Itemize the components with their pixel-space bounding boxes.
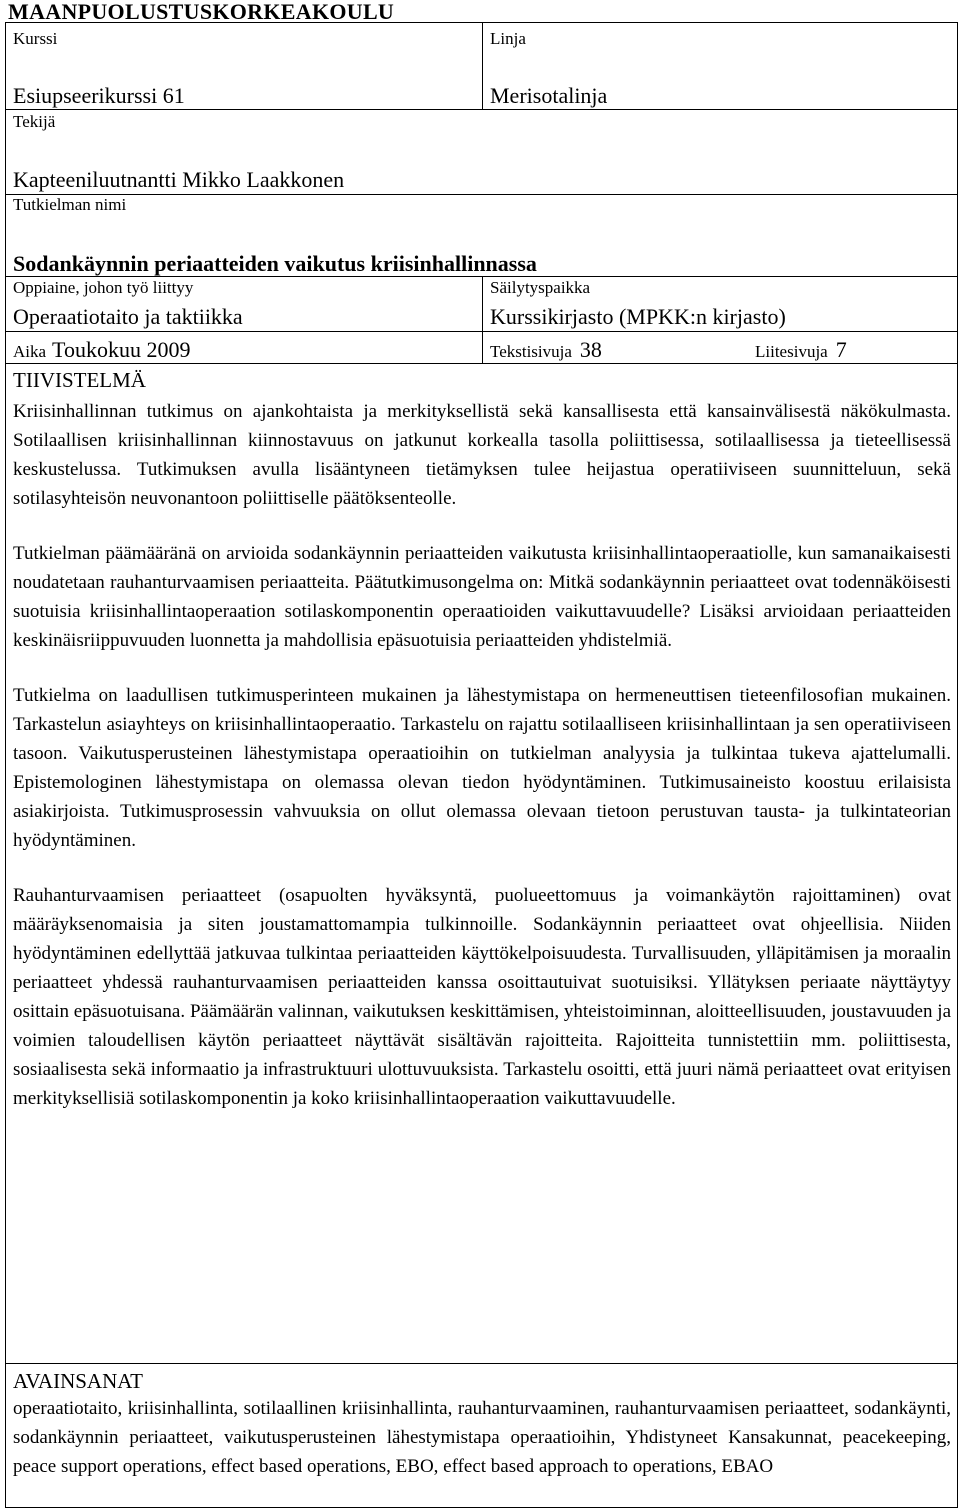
pages-cell [483, 332, 958, 364]
subject-value: Operaatiotaito ja taktiikka [13, 304, 243, 329]
subject-cell [6, 277, 483, 332]
thesis-title-cell [6, 195, 958, 277]
abstract-body [13, 397, 951, 1113]
abstract-row [6, 364, 958, 1364]
course-row [6, 23, 958, 110]
time-label: Aika [13, 342, 47, 361]
abstract-paragraph-2: Tutkielman päämääränä on arvioida sodankäynnin periaatteiden vaikutusta kriisinhallintaoperaatiolle, kun samanaikaisesti noudatetaan rauhanturvaamisen periaatteita. Päätutkimusongelma on: Mitkä sodankäynnin periaatteet ovat todennäköisesti suotuisia kriisinhallintaoperaation sotilaskomponentin operaatioiden vaikuttavuudelle? Lisäksi arvioidaan periaatteiden keskinäisriippuvuuden luonnetta ja mahdollisia epäsuotuisia periaatteiden yhdistelmiä. [13, 543, 951, 651]
time-value: Toukokuu 2009 [52, 337, 191, 362]
time-cell [6, 332, 483, 364]
course-label: Kurssi [13, 29, 58, 48]
thesis-title-label: Tutkielman nimi [13, 195, 127, 214]
thesis-title-value: Sodankäynnin periaatteiden vaikutus kriisinhallinnassa [13, 251, 537, 276]
line-value: Merisotalinja [490, 83, 608, 108]
abstract-paragraph-4: Rauhanturvaamisen periaatteet (osapuolten hyväksyntä, puolueettomuus ja voimankäytön rajoittaminen) ovat määräyksenomaisia ja siten joustamattomampia tulkinnoille. Sodankäynnin periaatteet ovat ohjeellisia. Niiden hyödyntäminen edellyttää jatkuvaa tulkintaa periaatteiden käyttökelpoisuudesta. Turvallisuuden, ylläpitämisen ja moraalin periaatteet yhdessä rauhanturvaamisen periaatteiden kanssa osoittautuivat suotuisiksi. Yllätyksen periaate näyttäytyy osittain epäsuotuisana. Päämäärän valinnan, vaikutuksen keskittämisen, yhteistoiminnan, aloitteellisuuden, joustavuuden ja voimien taloudellisen käytön periaatteet näyttävät sisältävän rajoitteita. Rajoitteita tunnistettiin mm. poliittisesta, sosiaalisesta sekä informaatio ja infrastruktuuri ulottuvuuksista. Tarkastelu osoitti, että juuri nämä periaatteet ovat erityisen merkityksellisiä sotilaskomponentin ja koko kriisinhallintaoperaation vaikuttavuudelle. [13, 885, 951, 1109]
abstract-paragraph-1: Kriisinhallinnan tutkimus on ajankohtaista ja merkityksellistä sekä kansallisesta että kansainvälisestä näkökulmasta. Sotilaallisen kriisinhallinnan kiinnostavuus on jatkunut korkealla tasolla poliittisessa, sotilaallisessa ja tieteellisessä keskustelussa. Tutkimuksen avulla lisääntyneen tietämyksen tulee heijastua operatiiviseen suunnitteluun, sekä sotilasyhteisön neuvonantoon poliittiselle päätöksenteolle. [13, 401, 951, 509]
text-pages-label: Tekstisivuja [490, 342, 572, 361]
line-cell [483, 23, 958, 110]
storage-cell [483, 277, 958, 332]
keywords-cell [6, 1364, 958, 1508]
thesis-title-row [6, 195, 958, 277]
abstract-heading: TIIVISTELMÄ [13, 368, 146, 392]
line-label: Linja [490, 29, 526, 48]
subject-row [6, 277, 958, 332]
course-value: Esiupseerikurssi 61 [13, 83, 185, 108]
appendix-pages-label: Liitesivuja [755, 342, 828, 361]
course-cell [6, 23, 483, 110]
time-pages-row [6, 332, 958, 364]
keywords-heading: AVAINSANAT [13, 1369, 143, 1393]
author-label: Tekijä [13, 112, 56, 131]
abstract-paragraph-3: Tutkielma on laadullisen tutkimusperinteen mukainen ja lähestymistapa on hermeneuttisen tieteenfilosofian mukainen. Tarkastelun asiayhteys on kriisinhallintaoperaatio. Tarkastelu on rajattu sotilaalliseen kriisinhallintaan ja sen operatiiviseen tasoon. Vaikutusperusteinen lähestymistapa operaatioihin on tutkielman analyysia ja tulkintaa tukeva ajattelumalli. Epistemologinen lähestymistapa on olemassa olevan tiedon hyödyntäminen. Tutkimusaineisto koostuu erilaisista asiakirjoista. Tutkimusprosessin vahvuuksia on ollut olemassa olevaan tietoon perustuvan tausta- ja tulkintateorian hyödyntäminen. [13, 685, 951, 851]
author-value: Kapteeniluutnantti Mikko Laakkonen [13, 167, 345, 192]
storage-label: Säilytyspaikka [490, 278, 591, 297]
subject-label: Oppiaine, johon työ liittyy [13, 278, 194, 297]
thesis-info-form [5, 22, 958, 1508]
text-pages-value: 38 [579, 337, 602, 362]
keywords-text: operaatiotaito, kriisinhallinta, sotilaallinen kriisinhallinta, rauhanturvaaminen, rauhanturvaamisen periaatteet, sodankäynti, sodankäynnin periaatteet, vaikutusperusteinen lähestymistapa operaatioihin, Yhdistyneet Kansakunnat, peacekeeping, peace support operations, effect based operations, EBO, effect based approach to operations, EBAO [13, 1398, 951, 1477]
author-cell [6, 110, 958, 195]
keywords-row [6, 1364, 958, 1508]
storage-value: Kurssikirjasto (MPKK:n kirjasto) [490, 304, 786, 329]
appendix-pages-value: 7 [835, 337, 847, 362]
author-row [6, 110, 958, 195]
abstract-cell [6, 364, 958, 1364]
institution-name: MAANPUOLUSTUSKORKEAKOULU [8, 0, 395, 24]
